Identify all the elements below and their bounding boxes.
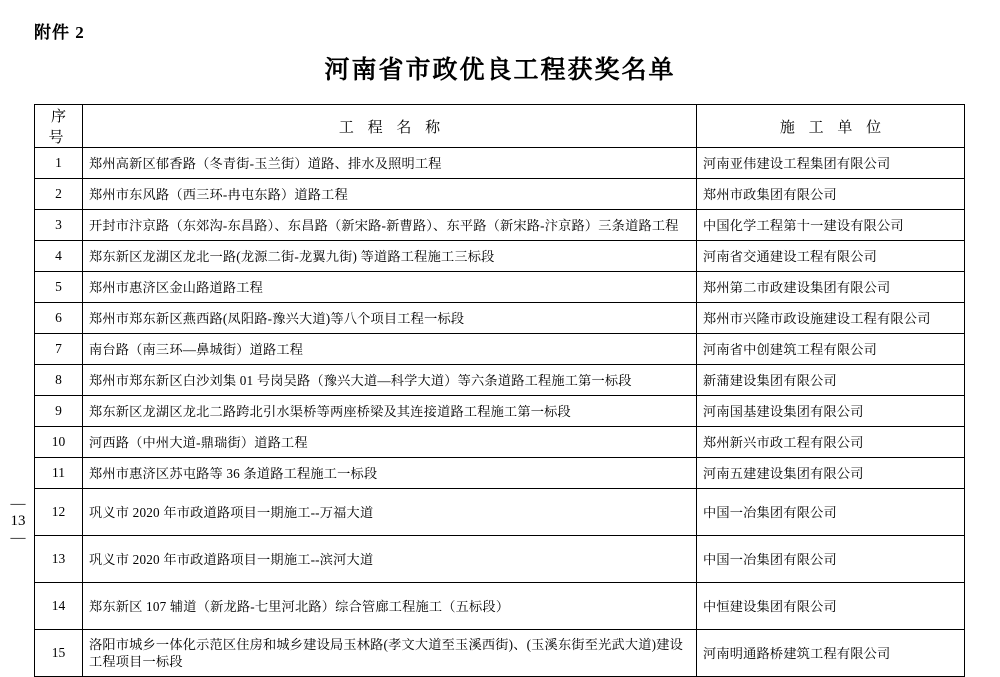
cell-project: 巩义市 2020 年市政道路项目一期施工--万福大道 bbox=[83, 489, 697, 536]
cell-unit: 郑州市兴隆市政设施建设工程有限公司 bbox=[697, 303, 965, 334]
cell-project: 郑州市惠济区金山路道路工程 bbox=[83, 272, 697, 303]
table-row bbox=[35, 427, 965, 458]
table-row bbox=[35, 583, 965, 630]
cell-no: 3 bbox=[35, 210, 83, 241]
cell-unit: 新蒲建设集团有限公司 bbox=[697, 365, 965, 396]
table-header-row bbox=[35, 105, 965, 148]
table-row bbox=[35, 210, 965, 241]
cell-no: 5 bbox=[35, 272, 83, 303]
cell-project: 郑州市郑东新区燕西路(凤阳路-豫兴大道)等八个项目工程一标段 bbox=[83, 303, 697, 334]
cell-project: 郑州高新区郁香路（冬青街-玉兰街）道路、排水及照明工程 bbox=[83, 148, 697, 179]
cell-no: 2 bbox=[35, 179, 83, 210]
side-page-number bbox=[6, 496, 30, 547]
cell-no: 1 bbox=[35, 148, 83, 179]
cell-unit: 河南省中创建筑工程有限公司 bbox=[697, 334, 965, 365]
cell-unit: 河南五建建设集团有限公司 bbox=[697, 458, 965, 489]
cell-project: 郑州市东风路（西三环-冉屯东路）道路工程 bbox=[83, 179, 697, 210]
table-row bbox=[35, 489, 965, 536]
cell-project: 郑东新区龙湖区龙北二路跨北引水渠桥等两座桥梁及其连接道路工程施工第一标段 bbox=[83, 396, 697, 427]
cell-project: 开封市汴京路（东郊沟-东昌路）、东昌路（新宋路-新曹路）、东平路（新宋路-汴京路）三条道路工程 bbox=[83, 210, 697, 241]
cell-unit: 河南省交通建设工程有限公司 bbox=[697, 241, 965, 272]
table-row bbox=[35, 365, 965, 396]
column-header-project: 工 程 名 称 bbox=[83, 105, 697, 148]
cell-no: 13 bbox=[35, 536, 83, 583]
table-row bbox=[35, 148, 965, 179]
table-row bbox=[35, 303, 965, 334]
column-header-no: 序 号 bbox=[35, 105, 83, 148]
cell-project: 巩义市 2020 年市政道路项目一期施工--滨河大道 bbox=[83, 536, 697, 583]
page-title: 河南省市政优良工程获奖名单 bbox=[324, 57, 676, 84]
table-row bbox=[35, 241, 965, 272]
cell-unit: 河南国基建设集团有限公司 bbox=[697, 396, 965, 427]
cell-project: 郑州市惠济区苏屯路等 36 条道路工程施工一标段 bbox=[83, 458, 697, 489]
cell-project: 洛阳市城乡一体化示范区住房和城乡建设局玉林路(孝文大道至玉溪西街)、(玉溪东街至光武大道)建设工程项目一标段 bbox=[83, 630, 697, 677]
table-row bbox=[35, 536, 965, 583]
cell-unit: 郑州第二市政建设集团有限公司 bbox=[697, 272, 965, 303]
cell-unit: 中国一冶集团有限公司 bbox=[697, 536, 965, 583]
cell-no: 12 bbox=[35, 489, 83, 536]
table-row bbox=[35, 458, 965, 489]
table-row bbox=[35, 396, 965, 427]
cell-no: 4 bbox=[35, 241, 83, 272]
cell-unit: 中恒建设集团有限公司 bbox=[697, 583, 965, 630]
cell-project: 南台路（南三环—鼻城街）道路工程 bbox=[83, 334, 697, 365]
cell-project: 郑东新区龙湖区龙北一路(龙源二街-龙翼九街) 等道路工程施工三标段 bbox=[83, 241, 697, 272]
cell-unit: 中国化学工程第十一建设有限公司 bbox=[697, 210, 965, 241]
cell-project: 郑东新区 107 辅道（新龙路-七里河北路）综合管廊工程施工（五标段） bbox=[83, 583, 697, 630]
cell-project: 郑州市郑东新区白沙刘集 01 号岗吴路（豫兴大道—科学大道）等六条道路工程施工第一标段 bbox=[83, 365, 697, 396]
cell-no: 11 bbox=[35, 458, 83, 489]
attachment-label: 附件 2 bbox=[34, 23, 85, 42]
table-row bbox=[35, 179, 965, 210]
cell-unit: 郑州市政集团有限公司 bbox=[697, 179, 965, 210]
side-page-number-text: — 13 — bbox=[10, 496, 26, 546]
table-row bbox=[35, 272, 965, 303]
cell-no: 9 bbox=[35, 396, 83, 427]
cell-unit: 中国一冶集团有限公司 bbox=[697, 489, 965, 536]
cell-project: 河西路（中州大道-鼎瑞街）道路工程 bbox=[83, 427, 697, 458]
table-row bbox=[35, 630, 965, 677]
cell-no: 8 bbox=[35, 365, 83, 396]
cell-unit: 河南亚伟建设工程集团有限公司 bbox=[697, 148, 965, 179]
cell-no: 15 bbox=[35, 630, 83, 677]
table-row bbox=[35, 334, 965, 365]
cell-no: 10 bbox=[35, 427, 83, 458]
cell-unit: 河南明通路桥建筑工程有限公司 bbox=[697, 630, 965, 677]
cell-no: 7 bbox=[35, 334, 83, 365]
award-list-table bbox=[34, 104, 965, 677]
column-header-unit: 施 工 单 位 bbox=[697, 105, 965, 148]
cell-no: 14 bbox=[35, 583, 83, 630]
cell-no: 6 bbox=[35, 303, 83, 334]
cell-unit: 郑州新兴市政工程有限公司 bbox=[697, 427, 965, 458]
